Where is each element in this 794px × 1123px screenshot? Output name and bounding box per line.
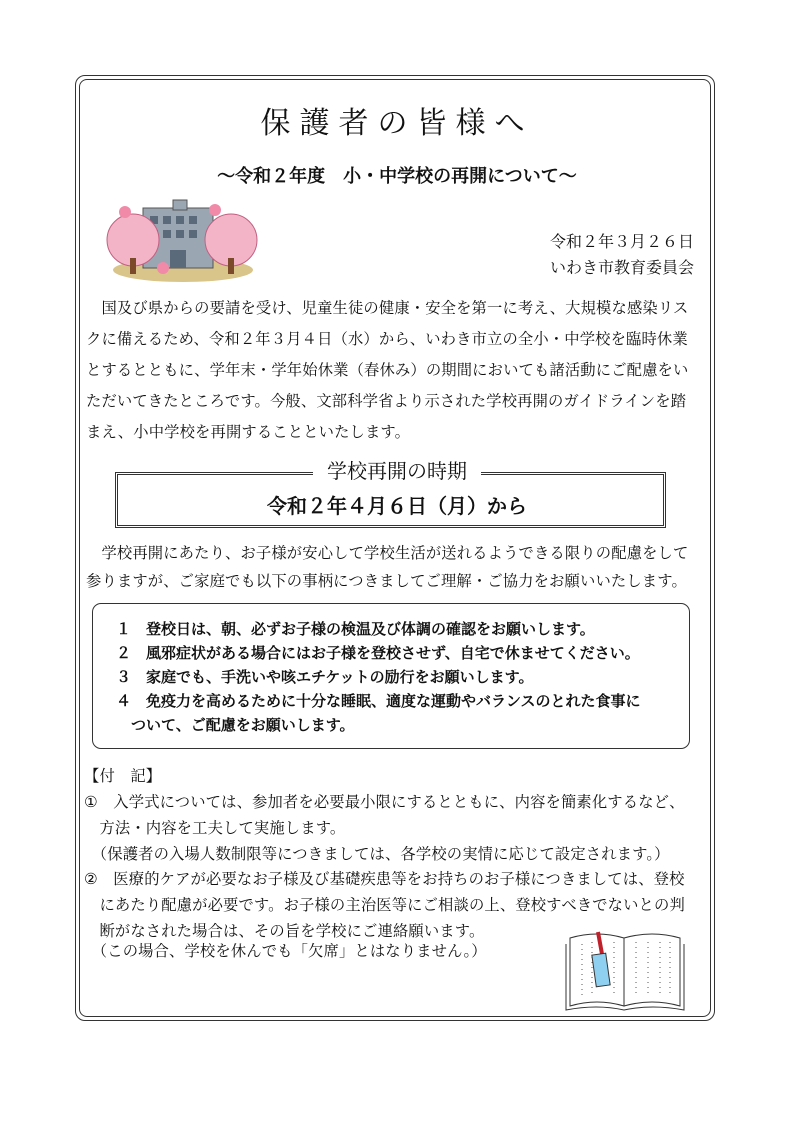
reopen-heading [0,455,794,484]
subtitle: ～令和２年度 小・中学校の再開について～ [217,166,577,187]
page-title: 保護者の皆様へ [260,106,534,141]
note-line: 断がなされた場合は、その旨を学校にご連絡願います。 [84,922,485,940]
text-line: ただいてきたところです。今般、文部科学省より示された学校再開のガイドラインを踏 [86,392,687,410]
text-line: 参りますが、ご家庭でも以下の事柄につきましてご理解・ご協力をお願いいたします。 [86,572,687,590]
school-cherry-blossom-illustration [103,198,263,284]
note-line: ② 医療的ケアが必要なお子様及び基礎疾患等をお持ちのお子様につきましては、登校 [84,870,685,888]
open-book-icon [562,928,688,1014]
note-line: （保護者の入場人数制限等につきましては、各学校の実情に応じて設定されます。） [84,845,670,863]
text-line: クに備えるため、令和２年３月４日（水）から、いわき市立の全小・中学校を臨時休業 [86,330,688,348]
text-line: とするとともに、学年末・学年始休業（春休み）の期間においても諸活動にご配慮をい [86,361,689,379]
note-line: 方法・内容を工夫して実施します。 [84,819,346,837]
request-item: ４ 免疫力を高めるために十分な睡眠、適度な運動やバランスのとれた食事に [116,692,641,710]
request-item: ついて、ご配慮をお願いします。 [116,716,355,734]
request-item: ３ 家庭でも、手洗いや咳エチケットの励行をお願いします。 [116,668,534,686]
text-line: 国及び県からの要請を受け、児童生徒の健康・安全を第一に考え、大規模な感染リス [86,299,689,317]
reopen-date: 令和２年４月６日（月）から [267,494,527,518]
note-line: にあたり配慮が必要です。お子様の主治医等にご相談の上、登校すべきでないとの判 [84,896,685,914]
text-line: 学校再開にあたり、お子様が安心して学校生活が送れるようできる限りの配慮をして [86,544,689,562]
issuer: いわき市教育委員会 [549,258,694,277]
reopen-heading-text: 学校再開の時期 [313,459,481,483]
request-item: ２ 風邪症状がある場合にはお子様を登校させず、自宅で休ませてください。 [116,644,640,662]
issue-date: 令和２年３月２６日 [549,232,694,251]
note-line: ① 入学式については、参加者を必要最小限にするとともに、内容を簡素化するなど、 [84,793,685,811]
note-line: （この場合、学校を休んでも「欠席」とはなりません。） [84,942,487,960]
request-item: １ 登校日は、朝、必ずお子様の検温及び体調の確認をお願いします。 [116,620,595,638]
notes-heading: 【付 記】 [84,767,162,785]
text-line: まえ、小中学校を再開することといたします。 [86,423,411,441]
